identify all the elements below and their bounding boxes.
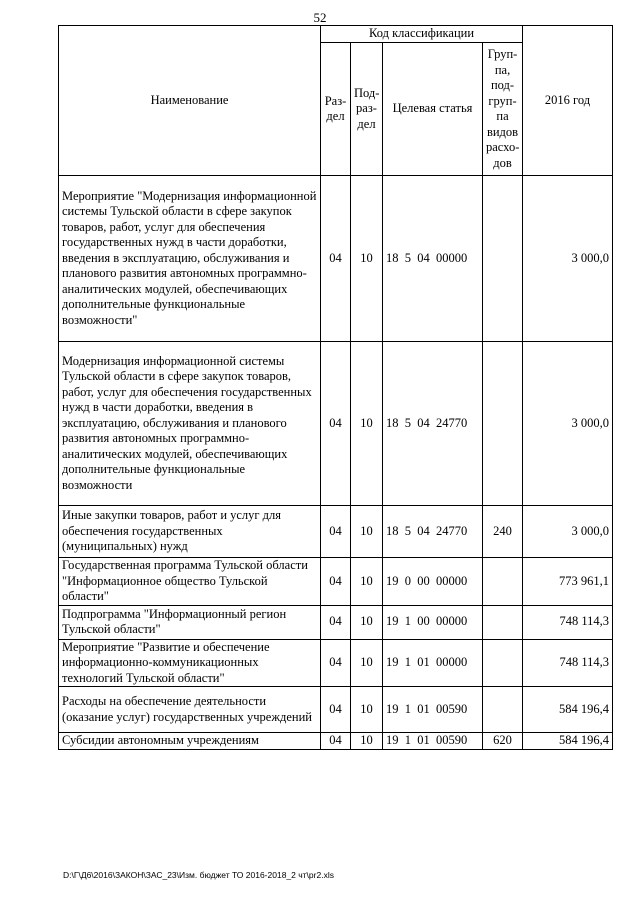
row-group [483,558,523,606]
file-path-footer: D:\Г\Д6\2016\ЗАКОН\ЗАС_23\Изм. бюджет ТО 2016-2018_2 чт\pr2.xls [63,870,334,880]
row-amount: 3 000,0 [523,506,613,558]
row-razdel: 04 [321,558,351,606]
budget-table [58,25,613,750]
row-name: Государственная программа Тульской области "Информационное общество Тульской области" [59,558,321,606]
row-podrazdel: 10 [351,605,383,639]
row-podrazdel: 10 [351,558,383,606]
row-amount: 3 000,0 [523,342,613,506]
table-row [59,558,613,606]
row-group [483,639,523,687]
row-name: Подпрограмма "Информационный регион Тульской области" [59,605,321,639]
row-podrazdel: 10 [351,342,383,506]
table-row [59,506,613,558]
row-target: 18 5 04 24770 [383,342,483,506]
row-podrazdel: 10 [351,639,383,687]
row-name: Субсидии автономным учреждениям [59,733,321,750]
row-razdel: 04 [321,506,351,558]
row-name: Расходы на обеспечение деятельности (оказание услуг) государственных учреждений [59,687,321,733]
table-body [59,176,613,750]
header-target: Целевая статья [383,43,483,176]
row-target: 19 0 00 00000 [383,558,483,606]
table-row [59,687,613,733]
row-name: Модернизация информационной системы Тульской области в сфере закупок товаров, работ, услуг для обеспечения государственных нужд в части доработки, введения в эксплуатацию, обслуживания и планового развития автономных программно-аналитических модулей, обеспечивающих дополнительные функциональные возможности [59,342,321,506]
row-amount: 584 196,4 [523,733,613,750]
row-amount: 748 114,3 [523,605,613,639]
header-group: Груп- па, под- груп- па видов расхо- дов [483,43,523,176]
row-name: Иные закупки товаров, работ и услуг для обеспечения государственных (муниципальных) нужд [59,506,321,558]
row-group: 620 [483,733,523,750]
row-group: 240 [483,506,523,558]
row-group [483,605,523,639]
table-row [59,639,613,687]
row-razdel: 04 [321,639,351,687]
row-target: 19 1 00 00000 [383,605,483,639]
row-razdel: 04 [321,687,351,733]
row-amount: 773 961,1 [523,558,613,606]
row-target: 19 1 01 00590 [383,733,483,750]
row-amount: 3 000,0 [523,176,613,342]
row-target: 18 5 04 00000 [383,176,483,342]
header-razdel: Раз- дел [321,43,351,176]
table-row [59,176,613,342]
table-row [59,605,613,639]
row-name: Мероприятие "Модернизация информационной системы Тульской области в сфере закупок товаров, работ, услуг для обеспечения государственных нужд в части доработки, введения в эксплуатацию, обслуживания и планового развития автономных программно-аналитических модулей, обеспечивающих дополнительные функциональные возможности" [59,176,321,342]
header-name: Наименование [59,26,321,176]
row-group [483,176,523,342]
table-row [59,342,613,506]
row-razdel: 04 [321,605,351,639]
row-amount: 748 114,3 [523,639,613,687]
row-razdel: 04 [321,733,351,750]
row-razdel: 04 [321,176,351,342]
header-podrazdel: Под- раз- дел [351,43,383,176]
header-year: 2016 год [523,26,613,176]
row-amount: 584 196,4 [523,687,613,733]
row-group [483,342,523,506]
page-number: 52 [313,10,327,25]
row-target: 19 1 01 00590 [383,687,483,733]
row-podrazdel: 10 [351,687,383,733]
row-target: 19 1 01 00000 [383,639,483,687]
row-group [483,687,523,733]
row-podrazdel: 10 [351,506,383,558]
header-code-group: Код классификации [321,26,523,43]
row-podrazdel: 10 [351,176,383,342]
row-name: Мероприятие "Развитие и обеспечение информационно-коммуникационных технологий Тульской области" [59,639,321,687]
row-razdel: 04 [321,342,351,506]
table-row [59,733,613,750]
row-podrazdel: 10 [351,733,383,750]
table-header [59,26,613,176]
row-target: 18 5 04 24770 [383,506,483,558]
